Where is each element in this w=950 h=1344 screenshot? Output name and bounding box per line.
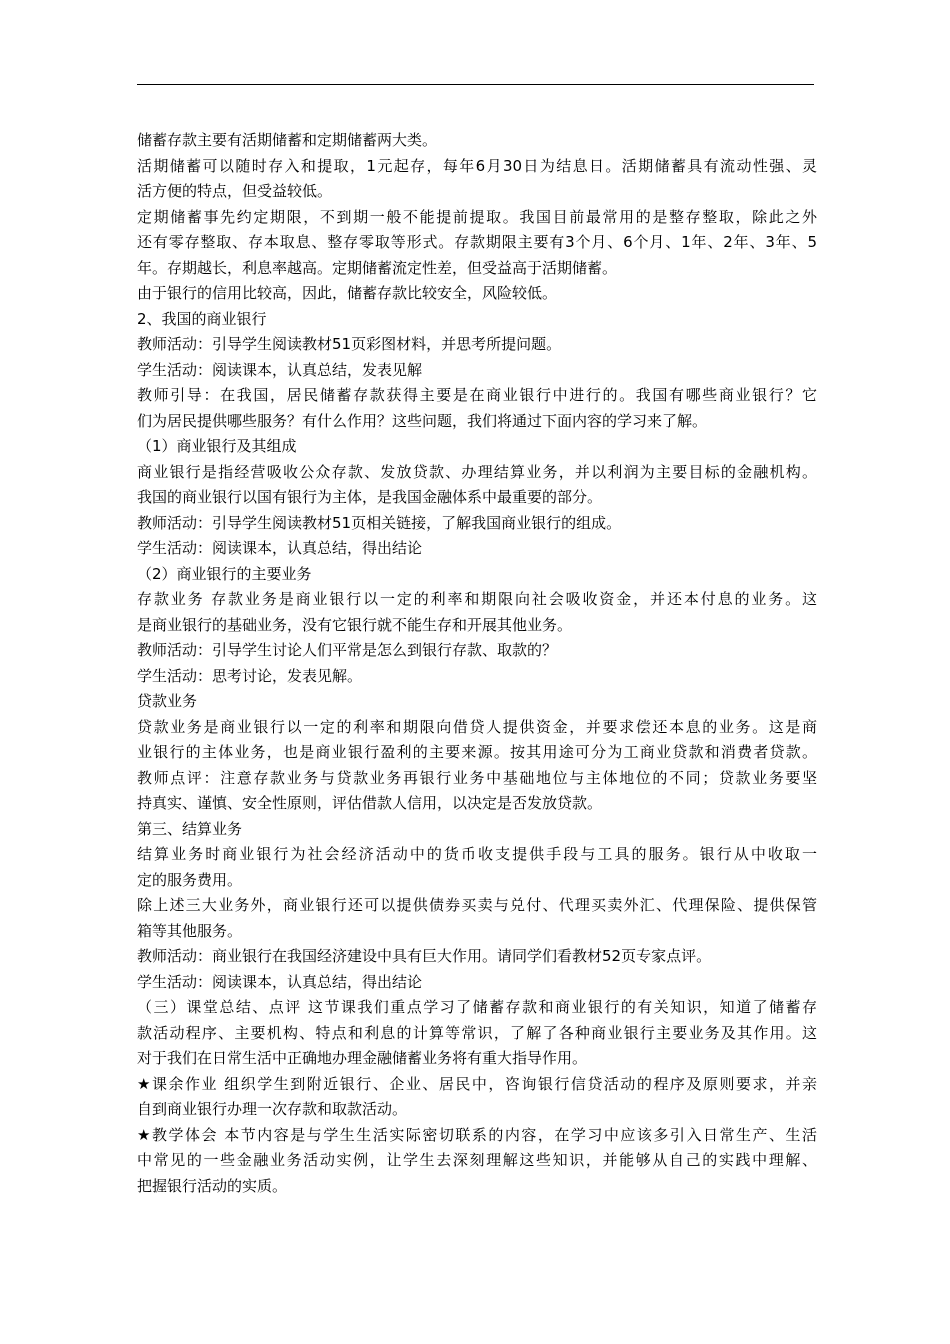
text-line: 教师活动：商业银行在我国经济建设中具有巨大作用。请同学们看教材52页专家点评。	[137, 947, 712, 965]
text-line: ★教学体会 本节内容是与学生生活实际密切联系的内容，在学习中应该多引入日常生产、生活	[137, 1125, 817, 1144]
text-line: 活期储蓄可以随时存入和提取，1元起存，每年6月30日为结息日。活期储蓄具有流动性强、灵	[137, 156, 817, 175]
text-line: 活方便的特点，但受益较低。	[137, 182, 333, 200]
text-line: 商业银行是指经营吸收公众存款、发放贷款、办理结算业务，并以利润为主要目标的金融机构。	[137, 462, 817, 481]
text-line: 持真实、谨慎、安全性原则，评估借款人信用，以决定是否发放贷款。	[137, 794, 603, 812]
text-line: ★课余作业 组织学生到附近银行、企业、居民中，咨询银行信贷活动的程序及原则要求，并亲	[137, 1074, 817, 1093]
text-line: （三）课堂总结、点评 这节课我们重点学习了储蓄存款和商业银行的有关知识，知道了储蓄存	[137, 998, 817, 1016]
text-line: 是商业银行的基础业务，没有它银行就不能生存和开展其他业务。	[137, 615, 573, 634]
text-line: 款活动程序、主要机构、特点和利息的计算等常识，了解了各种商业银行主要业务及其作用。这	[137, 1023, 817, 1042]
text-line: 还有零存整取、存本取息、整存零取等形式。存款期限主要有3个月、6个月、1年、2年、3年、5	[137, 233, 817, 251]
text-line: 年。存期越长，利息率越高。定期储蓄流定性差，但受益高于活期储蓄。	[137, 258, 618, 277]
text-line: 中常见的一些金融业务活动实例，让学生去深刻理解这些知识，并能够从自己的实践中理解、	[137, 1151, 817, 1169]
text-line: 教师引导：在我国，居民储蓄存款获得主要是在商业银行中进行的。我国有哪些商业银行？它	[137, 386, 817, 404]
text-line: （1）商业银行及其组成	[137, 437, 297, 455]
text-line: 学生活动：阅读课本，认真总结，得出结论	[137, 539, 423, 557]
text-line: 我国的商业银行以国有银行为主体，是我国金融体系中最重要的部分。	[137, 488, 603, 506]
text-line: 自到商业银行办理一次存款和取款活动。	[137, 1100, 408, 1118]
header-rule	[137, 84, 814, 85]
text-line: 贷款业务	[137, 692, 198, 710]
text-line: 教师点评：注意存款业务与贷款业务再银行业务中基础地位与主体地位的不同；贷款业务要坚	[137, 768, 817, 787]
text-line: 教师活动：引导学生讨论人们平常是怎么到银行存款、取款的？	[137, 641, 558, 659]
document-body	[137, 128, 817, 1199]
text-line: 教师活动：引导学生阅读教材51页彩图材料，并思考所提问题。	[137, 335, 562, 353]
text-line: 业银行的主体业务，也是商业银行盈利的主要来源。按其用途可分为工商业贷款和消费者贷款。	[137, 743, 817, 761]
text-line: 们为居民提供哪些服务？有什么作用？这些问题，我们将通过下面内容的学习来了解。	[137, 411, 708, 430]
text-line: 存款业务 存款业务是商业银行以一定的利率和期限向社会吸收资金，并还本付息的业务。这	[137, 590, 817, 608]
text-line: 学生活动：阅读课本，认真总结，发表见解	[137, 360, 423, 379]
text-line: （2）商业银行的主要业务	[137, 564, 312, 583]
text-line: 教师活动：引导学生阅读教材51页相关链接，了解我国商业银行的组成。	[137, 513, 622, 532]
text-line: 学生活动：思考讨论，发表见解。	[137, 666, 363, 685]
text-line: 由于银行的信用比较高，因此，储蓄存款比较安全，风险较低。	[137, 284, 558, 302]
text-line: 贷款业务是商业银行以一定的利率和期限向借贷人提供资金，并要求偿还本息的业务。这是商	[137, 717, 817, 736]
text-line: 定的服务费用。	[137, 870, 243, 889]
text-line: 除上述三大业务外，商业银行还可以提供债券买卖与兑付、代理买卖外汇、代理保险、提供保管	[137, 896, 817, 914]
text-line: 2、我国的商业银行	[137, 309, 267, 328]
text-line: 箱等其他服务。	[137, 921, 243, 940]
text-line: 学生活动：阅读课本，认真总结，得出结论	[137, 972, 423, 991]
text-line: 对于我们在日常生活中正确地办理金融储蓄业务将有重大指导作用。	[137, 1049, 588, 1067]
text-line: 储蓄存款主要有活期储蓄和定期储蓄两大类。	[137, 131, 438, 149]
text-line: 第三、结算业务	[137, 819, 243, 838]
text-line: 结算业务时商业银行为社会经济活动中的货币收支提供手段与工具的服务。银行从中收取一	[137, 845, 817, 863]
text-line: 把握银行活动的实质。	[137, 1176, 288, 1195]
text-line: 定期储蓄事先约定期限，不到期一般不能提前提取。我国目前最常用的是整存整取，除此之外	[137, 207, 817, 226]
